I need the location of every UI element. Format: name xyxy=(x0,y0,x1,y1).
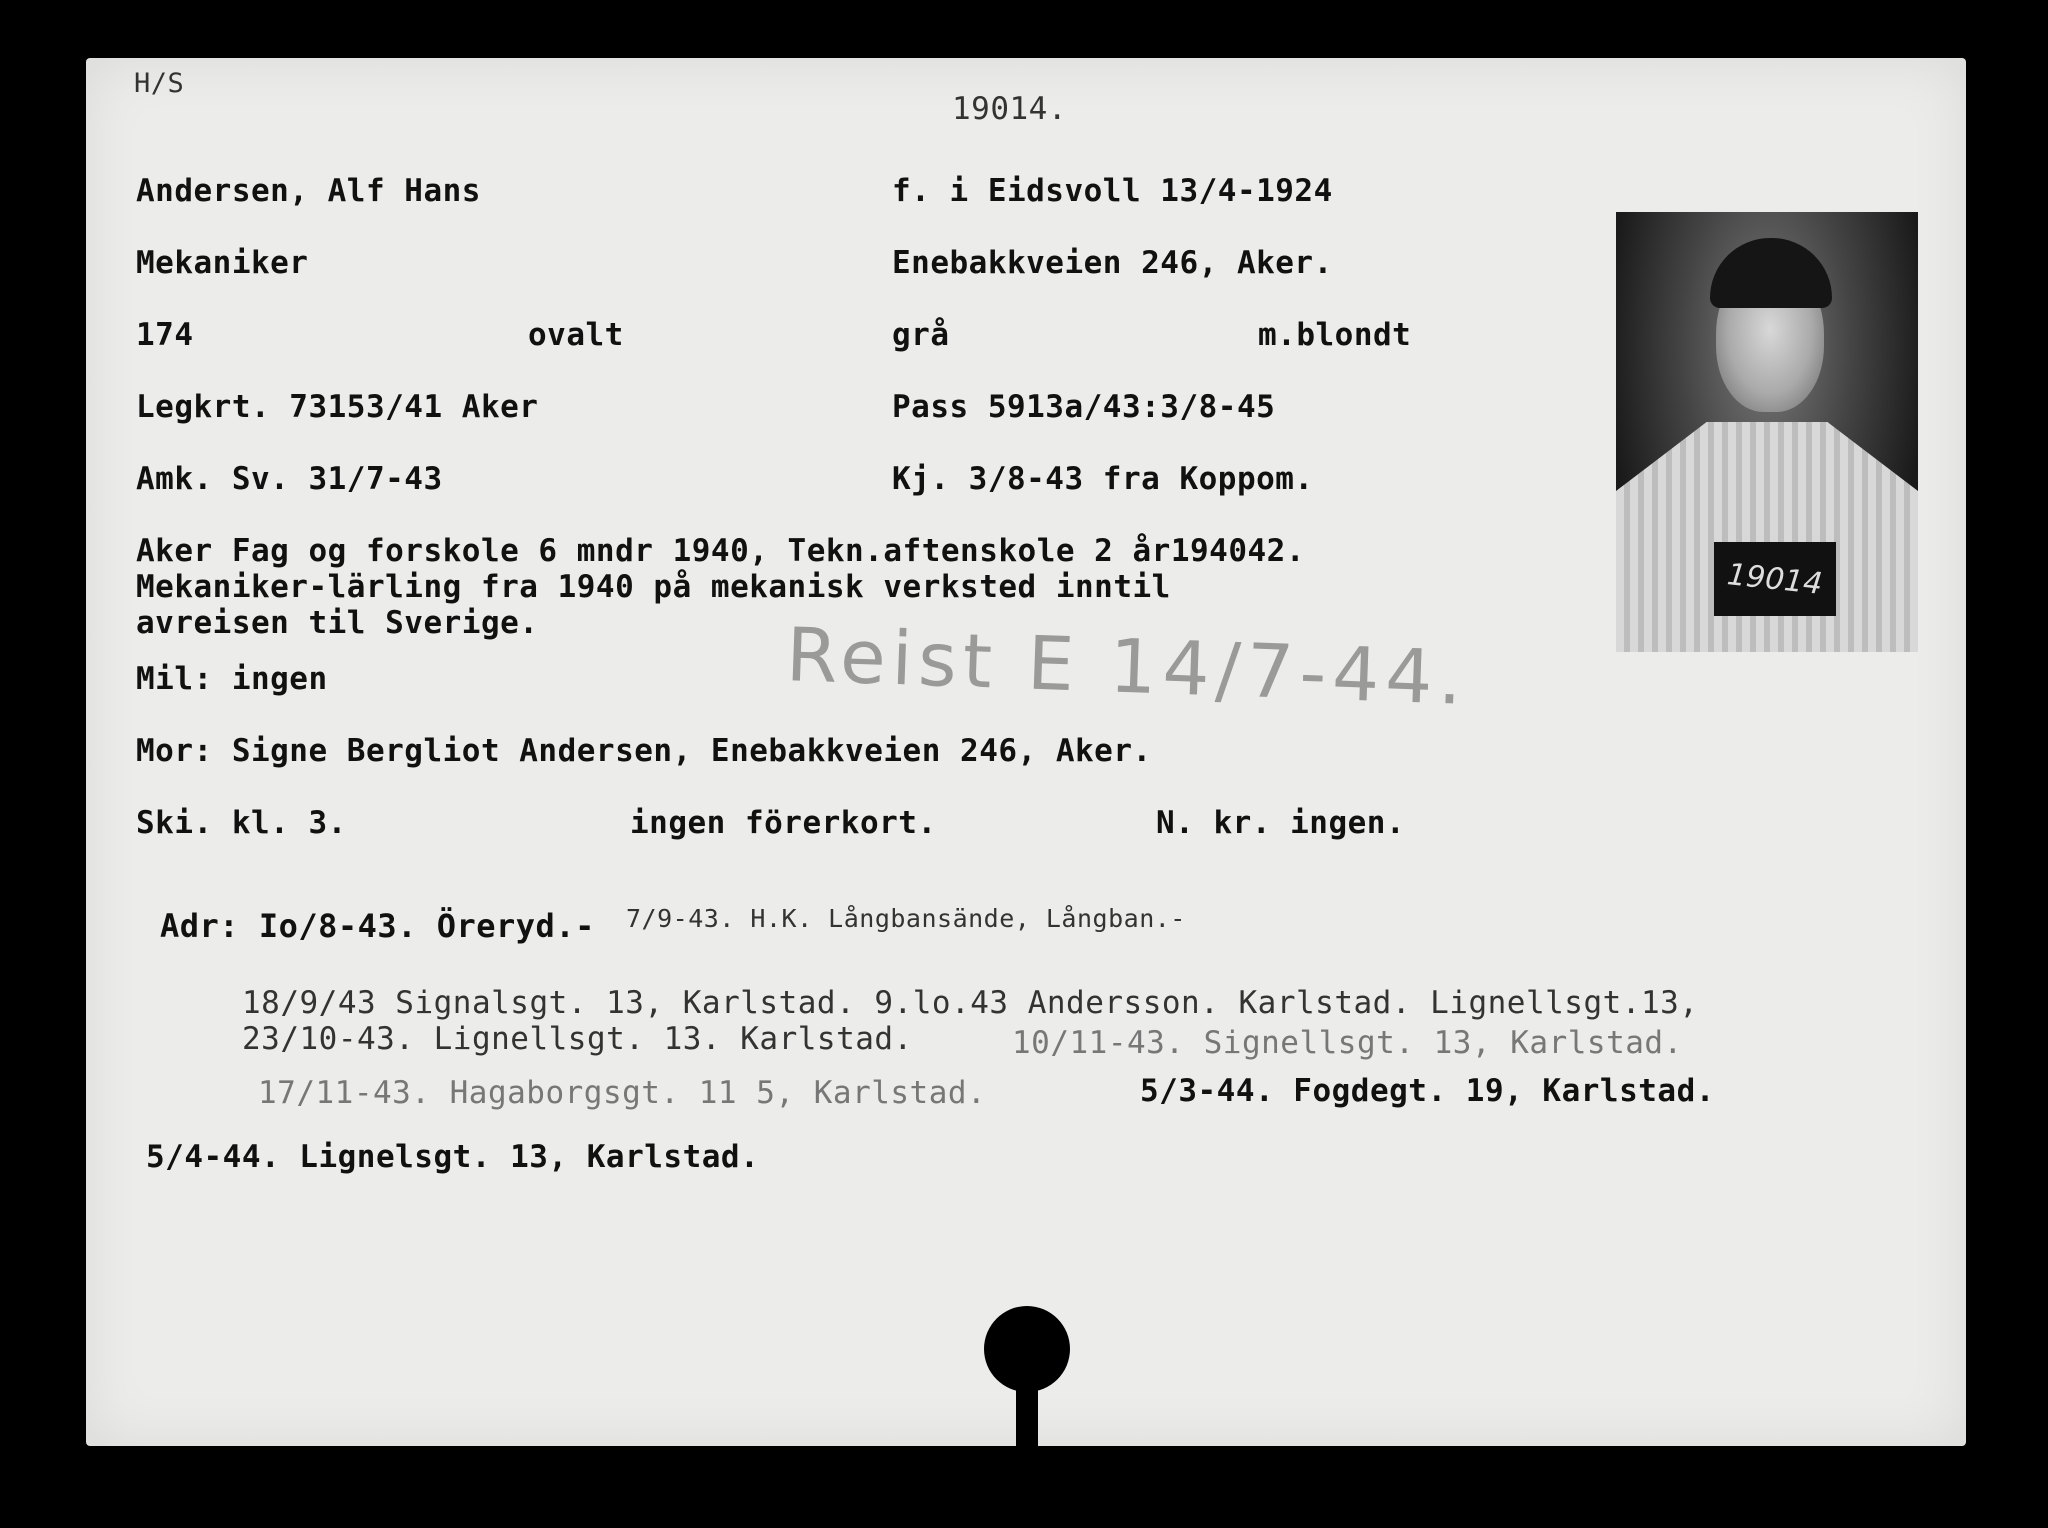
address-history-line-1: 7/9-43. H.K. Långbansände, Långban.- xyxy=(626,904,1186,933)
height-value: 174 xyxy=(136,317,194,353)
punch-hole-slot xyxy=(1016,1370,1038,1450)
card-number: 19014. xyxy=(952,91,1067,127)
ski-class: Ski. kl. 3. xyxy=(136,805,347,841)
address-history-line-5: 5/4-44. Lignelsgt. 13, Karlstad. xyxy=(146,1139,760,1175)
portrait-photo xyxy=(1616,212,1918,652)
id-card-number: Legkrt. 73153/41 Aker xyxy=(136,389,539,425)
address-history-line-4b: 5/3-44. Fogdegt. 19, Karlstad. xyxy=(1140,1073,1715,1109)
hair-color: m.blondt xyxy=(1258,317,1412,353)
address-history-line-2: 18/9/43 Signalsgt. 13, Karlstad. 9.lo.43 Andersson. Karlstad. Lignellsgt.13, xyxy=(242,985,1699,1021)
military-info: Mil: ingen xyxy=(136,661,328,697)
face-shape: ovalt xyxy=(528,317,624,353)
address-history-line-3a: 23/10-43. Lignellsgt. 13. Karlstad. xyxy=(242,1021,913,1057)
person-name: Andersen, Alf Hans xyxy=(136,173,481,209)
corner-code: H/S xyxy=(134,68,185,99)
education-line-2: Mekaniker-lärling fra 1940 på mekanisk verksted inntil xyxy=(136,569,1171,605)
mother-info: Mor: Signe Bergliot Andersen, Enebakkveien 246, Aker. xyxy=(136,733,1152,769)
passport-number: Pass 5913a/43:3/8-45 xyxy=(892,389,1276,425)
nkr-info: N. kr. ingen. xyxy=(1156,805,1406,841)
kj-info: Kj. 3/8-43 fra Koppom. xyxy=(892,461,1314,497)
education-line-1: Aker Fag og forskole 6 mndr 1940, Tekn.aftenskole 2 år194042. xyxy=(136,533,1305,569)
birth-info: f. i Eidsvoll 13/4-1924 xyxy=(892,173,1333,209)
address-history-line-4a: 17/11-43. Hagaborgsgt. 11 5, Karlstad. xyxy=(258,1075,987,1111)
photo-shirt xyxy=(1616,422,1918,652)
photo-number-plate xyxy=(1714,542,1836,616)
arrival-info: Amk. Sv. 31/7-43 xyxy=(136,461,443,497)
home-address: Enebakkveien 246, Aker. xyxy=(892,245,1333,281)
photo-number: 19014 xyxy=(1725,556,1825,602)
occupation: Mekaniker xyxy=(136,245,309,281)
departure-stamp: Reist E 14/7-44. xyxy=(784,612,1470,722)
drivers-license: ingen förerkort. xyxy=(630,805,937,841)
education-line-3: avreisen til Sverige. xyxy=(136,605,539,641)
address-history-label: Adr: Io/8-43. Öreryd.- xyxy=(160,907,595,945)
address-history-line-3b: 10/11-43. Signellsgt. 13, Karlstad. xyxy=(1012,1025,1683,1061)
eye-color: grå xyxy=(892,317,950,353)
